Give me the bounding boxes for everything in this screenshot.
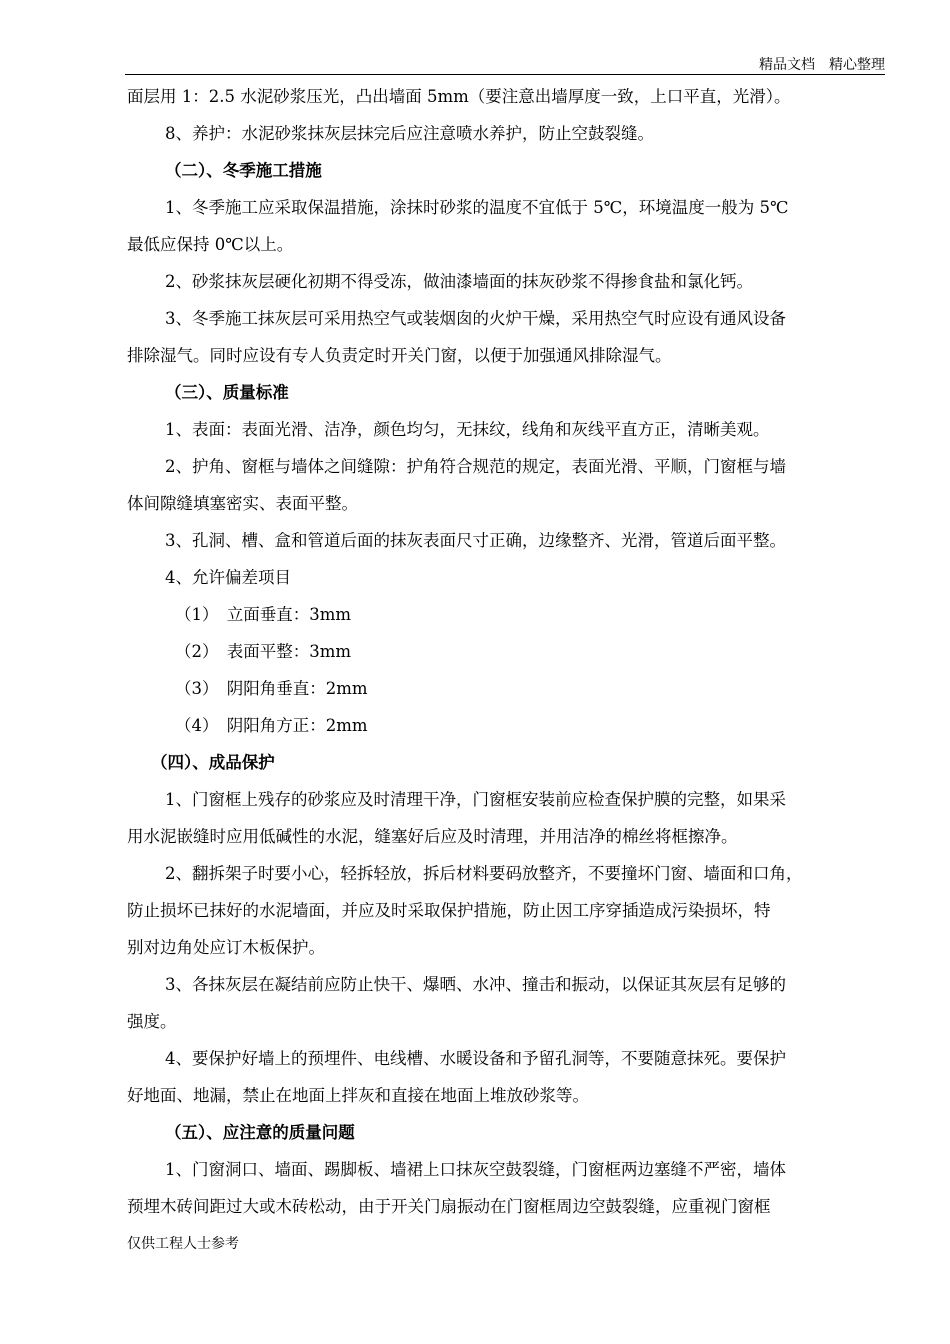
paragraph-line: 1、门窗洞口、墙面、踢脚板、墙裙上口抹灰空鼓裂缝，门窗框两边塞缝不严密，墙体 (165, 1160, 786, 1179)
paragraph-line: 4、允许偏差项目 (165, 568, 291, 587)
list-item: （3） 阴阳角垂直：2mm (175, 679, 368, 698)
paragraph-line: 好地面、地漏，禁止在地面上拌灰和直接在地面上堆放砂浆等。 (127, 1086, 589, 1105)
paragraph-line: 防止损坏已抹好的水泥墙面，并应及时采取保护措施，防止因工序穿插造成污染损坏，特 (127, 901, 771, 920)
paragraph-line: 3、孔洞、槽、盒和管道后面的抹灰表面尺寸正确，边缘整齐、光滑，管道后面平整。 (165, 531, 786, 550)
section-heading: （三）、质量标准 (165, 383, 289, 402)
section-heading: （四）、成品保护 (151, 753, 275, 772)
paragraph-line: 2、翻拆架子时要小心，轻拆轻放，拆后材料要码放整齐，不要撞坏门窗、墙面和口角， (165, 864, 803, 883)
paragraph-line: 2、护角、窗框与墙体之间缝隙：护角符合规范的规定，表面光滑、平顺，门窗框与墙 (165, 457, 786, 476)
page-footer: 仅供工程人士参考 (127, 1236, 239, 1252)
paragraph-line: 最低应保持 0℃以上。 (127, 235, 294, 254)
header-divider (125, 74, 885, 75)
paragraph-line: 面层用 1：2.5 水泥砂浆压光，凸出墙面 5mm（要注意出墙厚度一致，上口平直，光滑）。 (127, 87, 791, 106)
page-header: 精品文档 精心整理 (759, 57, 885, 73)
paragraph-line: 3、各抹灰层在凝结前应防止快干、爆晒、水冲、撞击和振动，以保证其灰层有足够的 (165, 975, 786, 994)
paragraph-line: 1、表面：表面光滑、洁净，颜色均匀，无抹纹，线角和灰线平直方正，清晰美观。 (165, 420, 770, 439)
paragraph-line: 1、冬季施工应采取保温措施，涂抹时砂浆的温度不宜低于 5℃，环境温度一般为 5℃ (165, 198, 789, 217)
section-heading: （五）、应注意的质量问题 (165, 1123, 355, 1142)
list-item: （1） 立面垂直：3mm (175, 605, 352, 624)
paragraph-line: 4、要保护好墙上的预埋件、电线槽、水暖设备和予留孔洞等，不要随意抹死。要保护 (165, 1049, 786, 1068)
section-heading: （二）、冬季施工措施 (165, 161, 322, 180)
paragraph-line: 排除湿气。同时应设有专人负责定时开关门窗，以便于加强通风排除湿气。 (127, 346, 672, 365)
paragraph-line: 体间隙缝填塞密实、表面平整。 (127, 494, 358, 513)
document-body (127, 78, 887, 1225)
paragraph-line: 3、冬季施工抹灰层可采用热空气或装烟囱的火炉干燥，采用热空气时应设有通风设备 (165, 309, 786, 328)
paragraph-line: 别对边角处应订木板保护。 (127, 938, 325, 957)
list-item: （4） 阴阳角方正：2mm (175, 716, 368, 735)
paragraph-line: 强度。 (127, 1012, 177, 1031)
paragraph-line: 2、砂浆抹灰层硬化初期不得受冻，做油漆墙面的抹灰砂浆不得掺食盐和氯化钙。 (165, 272, 753, 291)
paragraph-line: 8、养护：水泥砂浆抹灰层抹完后应注意喷水养护，防止空鼓裂缝。 (165, 124, 654, 143)
list-item: （2） 表面平整：3mm (175, 642, 352, 661)
paragraph-line: 预埋木砖间距过大或木砖松动，由于开关门扇振动在门窗框周边空鼓裂缝，应重视门窗框 (127, 1197, 771, 1216)
paragraph-line: 用水泥嵌缝时应用低碱性的水泥，缝塞好后应及时清理，并用洁净的棉丝将框擦净。 (127, 827, 738, 846)
paragraph-line: 1、门窗框上残存的砂浆应及时清理干净，门窗框安装前应检查保护膜的完整，如果采 (165, 790, 786, 809)
